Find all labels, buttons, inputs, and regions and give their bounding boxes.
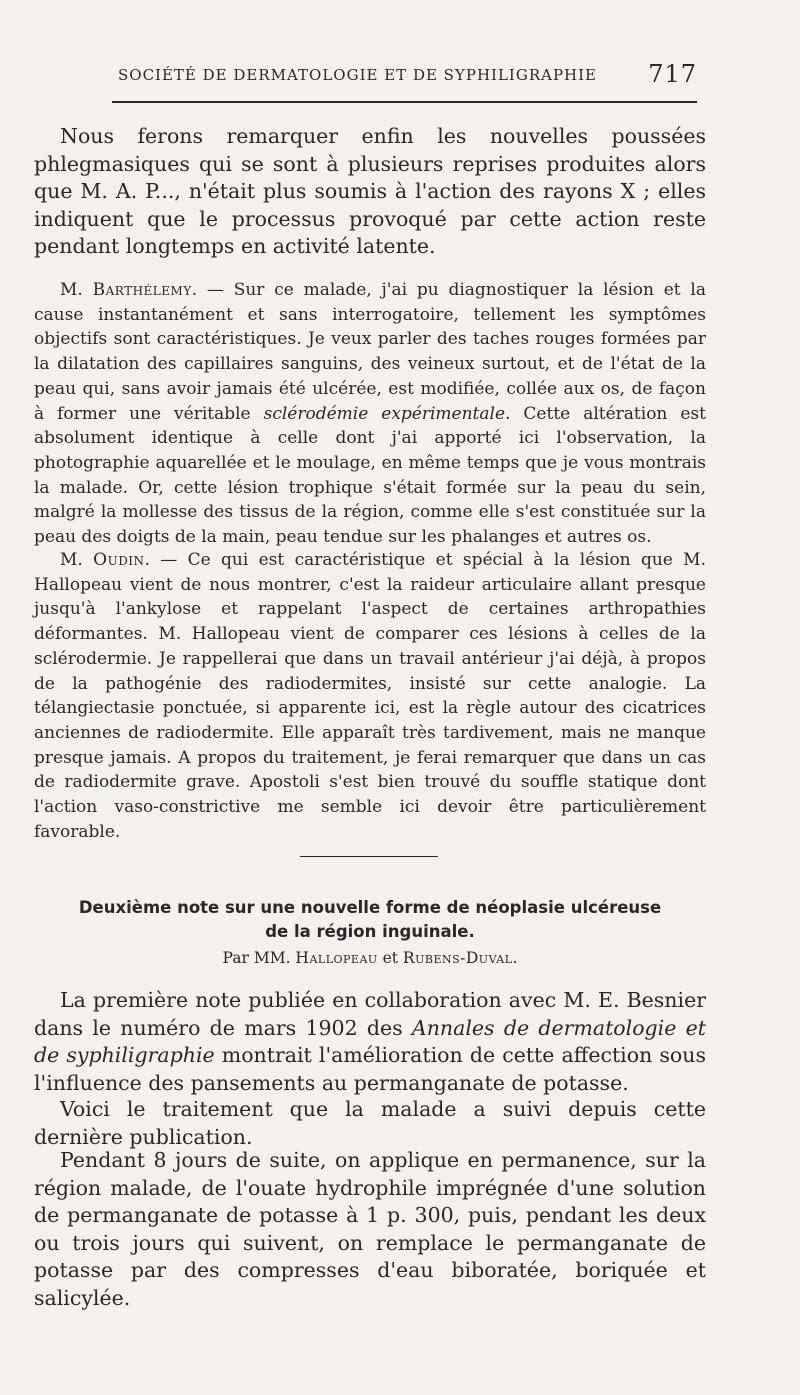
remarks-text: . — Sur ce malade, j'ai pu diagnostiquer la lésion et la cause instantanément et sans interrogatoire, tellement les symptômes objectifs sont caractéristiques. Je veux parler des taches rouges formées par la dilatation des capillaires sanguins, des veineux surtout, et de l'état de la peau qui, sans avoir jamais été ulcérée, est modifiée, collée aux os, de façon à former une véritable [34, 280, 706, 424]
note-paragraph-2: Voici le traitement que la malade a suivi depuis cette dernière publication. [34, 1097, 706, 1149]
speaker-name: Barthélemy [92, 280, 192, 300]
byline [160, 949, 580, 967]
note-title-line-1: Deuxième note sur une nouvelle forme de néoplasie ulcéreuse [78, 898, 662, 917]
byline-suffix: . [512, 949, 518, 967]
byline-conjunction: et [377, 949, 403, 967]
note-title-line-2: de la région inguinale. [265, 922, 475, 941]
speaker-prefix: M. [60, 280, 93, 300]
paragraph-text-continued: montrait l'amélioration de cette affection sous l'influence des pansements au permanganate de potasse. [34, 1043, 706, 1095]
author-name: Rubens-Duval [402, 949, 513, 967]
header-rule [112, 101, 697, 103]
remarks-text: . — Ce qui est caractéristique et spécial à la lésion que M. Hallopeau vient de nous montrer, c'est la raideur articulaire allant presque jusqu'à l'ankylose et rappelant l'aspect de certaines arthropathies déformantes. M. Hallopeau vient de comparer ces lésions à celles de la sclérodermie. Je rappellerai que dans un travail antérieur j'ai déjà, à propos de la pathogénie des radiodermites, insisté sur cette analogie. La télangiectasie ponctuée, si apparente ici, est la règle autour des cicatrices anciennes de radiodermite. Elle apparaît très tardivement, mais ne manque presque jamais. A propos du traitement, je ferai remarquer que dans un cas de radiodermite grave. Apostoli s'est bien trouvé du souffle statique dont l'action vaso-constrictive me semble ici devoir être particulièrement favorable. [34, 550, 706, 842]
barthelemy-remarks [34, 278, 706, 550]
author-name: Hallopeau [295, 949, 378, 967]
page-number: 717 [648, 60, 697, 88]
oudin-remarks [34, 548, 706, 844]
speaker-prefix: M. [60, 550, 94, 570]
running-head [112, 60, 697, 92]
paragraph-text: La première note publiée en collaboration avec M. E. Besnier dans le numéro de mars 1902 des [34, 988, 706, 1040]
remarks-text-continued: . Cette altération est absolument identique à celle dont j'ai apporté ici l'observation, la photographie aquarellée et le moulage, en même temps que je vous montrais la malade. Or, cette lésion trophique s'était formée sur la peau du sein, malgré la mollesse des tissus de la région, comme elle s'est constituée sur la peau des doigts de la main, peau tendue sur les phalanges et autres os. [34, 403, 706, 548]
note-paragraph-1 [34, 987, 706, 1097]
italic-term: sclérodémie expérimentale [263, 403, 506, 424]
note-title [60, 896, 680, 944]
section-separator [300, 856, 438, 857]
speaker-name: Oudin [93, 550, 145, 570]
note-paragraph-3: Pendant 8 jours de suite, on applique en permanence, sur la région malade, de l'ouate hydrophile imprégnée d'une solution de permanganate de potasse à 1 p. 300, puis, pendant les deux ou trois jours qui suivent, on remplace le permanganate de potasse par des compresses d'eau biboratée, boriquée et salicylée. [34, 1148, 706, 1310]
intro-paragraph: Nous ferons remarquer enfin les nouvelles poussées phlegmasiques qui se sont à plusieurs reprises produites alors que M. A. P..., n'était plus soumis à l'action des rayons X ; elles indiquent que le processus provoqué par cette action reste pendant longtemps en activité latente. [34, 124, 706, 258]
byline-prefix: Par MM. [222, 949, 296, 967]
journal-title: SOCIÉTÉ DE DERMATOLOGIE ET DE SYPHILIGRAPHIE [118, 66, 598, 84]
journal-reference: Annales de dermatologie et de syphiligraphie [34, 1015, 706, 1067]
